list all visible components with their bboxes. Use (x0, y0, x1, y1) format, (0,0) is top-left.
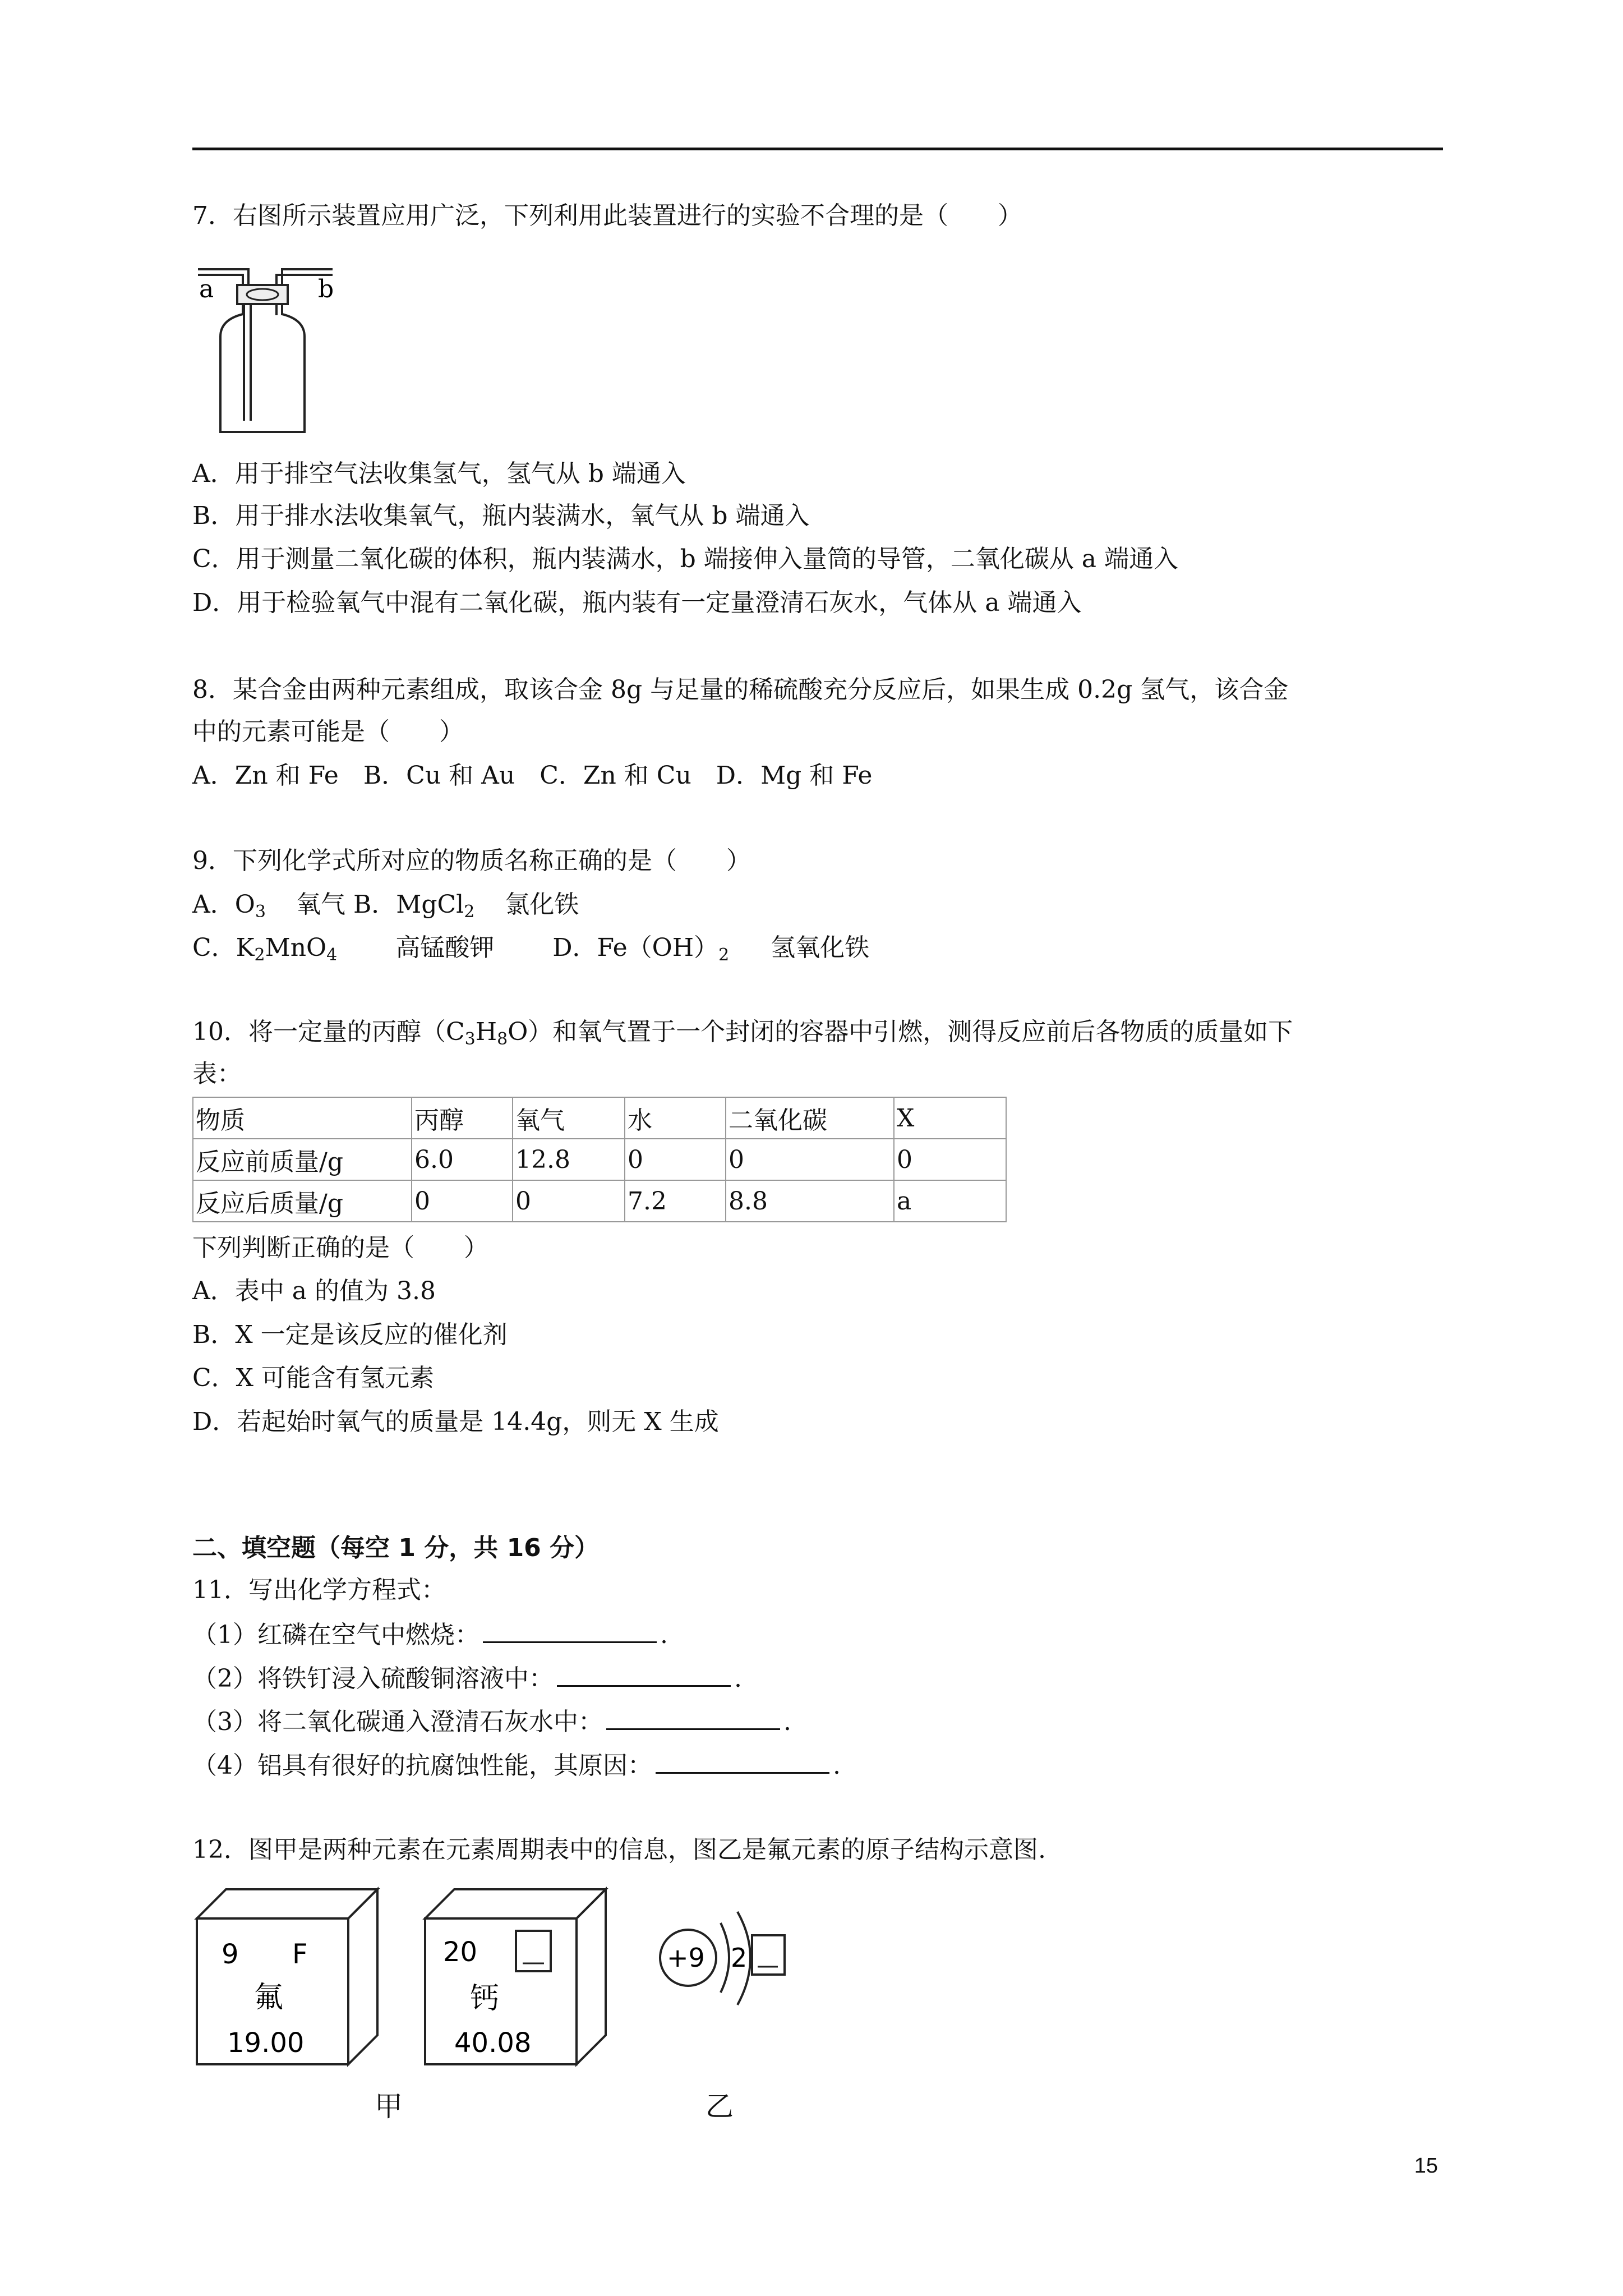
q9-b-formula: B．MgCl (353, 890, 464, 919)
q10-stem-p3: O）和氧气置于一个封闭的容器中引燃，测得反应前后各物质的质量如下 (508, 1018, 1293, 1046)
q9-c-name: 高锰酸钾 (395, 933, 495, 962)
table-cell: 0 (625, 1139, 726, 1180)
q9-d-formula: D．Fe（OH） (552, 933, 719, 962)
periodic-cell-fluorine (192, 1885, 383, 2076)
answer-blank[interactable] (656, 1747, 829, 1774)
q11-item-1 (192, 1617, 668, 1652)
table-header-cell: 二氧化碳 (726, 1097, 894, 1139)
atomic-number: 20 (443, 1936, 478, 1968)
table-row (193, 1180, 1006, 1222)
gas-washing-bottle-figure (192, 252, 338, 443)
q9-a-name: 氧气 (296, 890, 345, 919)
q7-option-d: D．用于检验氧气中混有二氧化碳，瓶内装有一定量澄清石灰水，气体从 a 端通入 (192, 588, 1082, 617)
table-header-cell: 物质 (193, 1097, 412, 1139)
table-cell: 12.8 (513, 1139, 625, 1180)
q11-item-3 (192, 1704, 791, 1739)
symbol-answer-box[interactable] (516, 1931, 551, 1971)
periodic-cell-calcium (421, 1885, 611, 2076)
q8-options: A．Zn 和 Fe B．Cu 和 Au C．Zn 和 Cu D．Mg 和 Fe (192, 761, 873, 790)
table-cell: a (894, 1180, 1006, 1222)
end-mark: . (734, 1664, 742, 1693)
page-number: 15 (1414, 2154, 1438, 2178)
q9-c-sub2: 4 (326, 945, 338, 965)
table-header-cell: 氧气 (513, 1097, 625, 1139)
q11-item-text: （2）将铁钉浸入硫酸铜溶液中： (192, 1664, 554, 1693)
q9-d-name: 氢氧化铁 (771, 933, 870, 962)
q9-a-formula: A．O (192, 890, 255, 919)
q10-option-b: B．X 一定是该反应的催化剂 (192, 1320, 508, 1349)
figure-label-yi: 乙 (706, 2090, 734, 2123)
table-cell: 8.8 (726, 1180, 894, 1222)
table-cell: 0 (412, 1180, 513, 1222)
q7-option-a: A．用于排空气法收集氢气，氢气从 b 端通入 (192, 459, 686, 488)
q9-options-row1 (192, 888, 579, 922)
q10-stem-line2: 表： (192, 1060, 242, 1088)
nucleus-charge: +9 (667, 1943, 705, 1973)
answer-blank[interactable] (483, 1617, 657, 1643)
table-cell: 6.0 (412, 1139, 513, 1180)
table-cell: 0 (894, 1139, 1006, 1180)
table-cell: 反应后质量/g (193, 1180, 412, 1222)
element-symbol: F (292, 1939, 308, 1970)
q10-stem-line1 (192, 1015, 1293, 1049)
q10-stem-sub1: 3 (464, 1029, 476, 1049)
q10-stem-sub2: 8 (497, 1029, 508, 1049)
element-name: 钙 (470, 1982, 500, 2016)
q11-item-2 (192, 1660, 742, 1696)
q10-option-c: C．X 可能含有氢元素 (192, 1364, 434, 1392)
q10-question: 下列判断正确的是（ ） (192, 1234, 488, 1262)
table-cell: 反应前质量/g (193, 1139, 412, 1180)
table-header-cell: 水 (625, 1097, 726, 1139)
fig-label-a: a (199, 275, 214, 303)
table-header-cell: 丙醇 (412, 1097, 513, 1139)
table-cell: 7.2 (625, 1180, 726, 1222)
shell2-answer-box[interactable] (752, 1935, 785, 1975)
answer-blank[interactable] (606, 1704, 780, 1730)
q11-item-text: （1）红磷在空气中燃烧： (192, 1621, 479, 1649)
shell1-electrons: 2 (731, 1943, 748, 1973)
q11-item-4 (192, 1747, 841, 1783)
q10-option-d: D．若起始时氧气的质量是 14.4g，则无 X 生成 (192, 1407, 719, 1436)
q9-c-formula2: MnO (265, 933, 327, 962)
q8-stem-line2: 中的元素可能是（ ） (192, 717, 464, 746)
q9-options-row2 (192, 931, 869, 965)
q10-stem-p2: H (475, 1018, 497, 1046)
atomic-mass: 19.00 (227, 2027, 305, 2059)
header-rule (192, 148, 1443, 150)
q7-option-b: B．用于排水法收集氧气，瓶内装满水，氧气从 b 端通入 (192, 501, 810, 530)
end-mark: . (783, 1708, 791, 1736)
q9-a-sub: 3 (255, 902, 266, 922)
atomic-mass: 40.08 (454, 2027, 532, 2059)
end-mark: . (833, 1751, 841, 1780)
q11-item-text: （3）将二氧化碳通入澄清石灰水中： (192, 1708, 603, 1736)
atomic-number: 9 (222, 1939, 239, 1970)
end-mark: . (660, 1621, 668, 1649)
fig-label-b: b (318, 275, 334, 303)
q9-c-formula1: C．K (192, 933, 255, 962)
q9-stem: 9．下列化学式所对应的物质名称正确的是（ ） (192, 846, 751, 875)
q9-c-sub1: 2 (254, 945, 265, 965)
table-row (193, 1139, 1006, 1180)
table-cell: 0 (513, 1180, 625, 1222)
q10-option-a: A．表中 a 的值为 3.8 (192, 1277, 436, 1305)
q9-b-name: 氯化铁 (505, 890, 579, 919)
element-name: 氟 (254, 1981, 284, 2014)
q10-stem-p1: 10．将一定量的丙醇（C (192, 1018, 465, 1046)
figure-label-jia: 甲 (375, 2090, 403, 2123)
q9-d-sub: 2 (718, 945, 730, 965)
q11-item-text: （4）铝具有很好的抗腐蚀性能，其原因： (192, 1751, 652, 1780)
q11-stem: 11．写出化学方程式： (192, 1576, 446, 1604)
answer-blank[interactable] (557, 1660, 731, 1687)
table-cell: 0 (726, 1139, 894, 1180)
q8-stem-line1: 8．某合金由两种元素组成，取该合金 8g 与足量的稀硫酸充分反应后，如果生成 0.2g 氢气，该合金 (192, 675, 1289, 704)
fluorine-atom-structure-diagram (653, 1907, 822, 2019)
q10-mass-table (192, 1097, 1007, 1222)
table-header-cell: X (894, 1097, 1006, 1139)
q7-option-c: C．用于测量二氧化碳的体积，瓶内装满水，b 端接伸入量筒的导管，二氧化碳从 a 端通入 (192, 545, 1179, 573)
table-header-row (193, 1097, 1006, 1139)
q7-stem: 7．右图所示装置应用广泛，下列利用此装置进行的实验不合理的是（ ） (192, 201, 1022, 230)
section-heading: 二、填空题（每空 1 分，共 16 分） (192, 1534, 600, 1562)
electron-shell-1 (721, 1923, 729, 1993)
q12-stem: 12．图甲是两种元素在元素周期表中的信息，图乙是氟元素的原子结构示意图. (192, 1835, 1046, 1864)
q9-b-sub: 2 (464, 902, 475, 922)
